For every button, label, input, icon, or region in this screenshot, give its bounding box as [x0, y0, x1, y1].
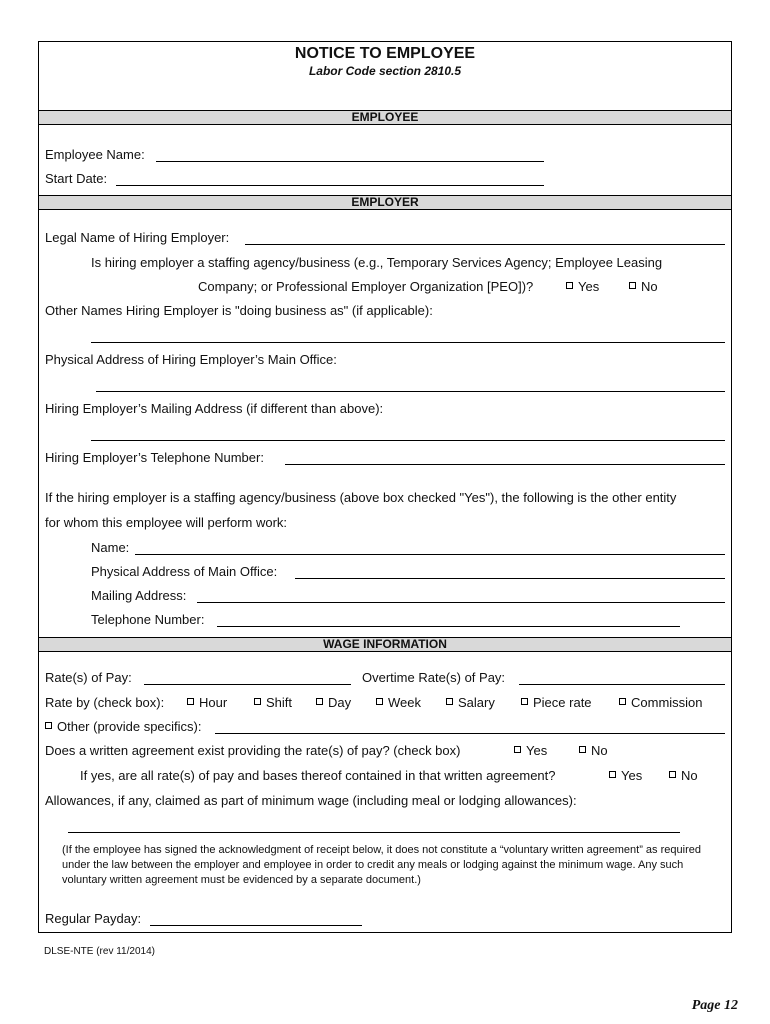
rate-option-piece-rate[interactable]: Piece rate: [521, 695, 592, 711]
other-entity-text-line2: for whom this employee will perform work:: [45, 515, 288, 530]
regular-payday-label: Regular Payday:: [45, 911, 142, 926]
other-specifics-field[interactable]: [215, 733, 725, 734]
allowances-label: Allowances, if any, claimed as part of minimum wage (including meal or lodging allowances):: [45, 793, 577, 808]
voluntary-agreement-note: (If the employee has signed the acknowledgment of receipt below, it does not constitute a “voluntary written agreement” as required under the law between the employer and employee in order to credit any meals or lodging against the minimum wage. Any such voluntary written agreement must be evidenced by a separate document.): [62, 844, 701, 886]
overtime-rate-field[interactable]: [519, 684, 725, 685]
rate-option-salary[interactable]: Salary: [446, 695, 495, 711]
checkbox[interactable]: [376, 698, 383, 705]
entity-mailing-field[interactable]: [197, 602, 725, 603]
checkbox[interactable]: [187, 698, 194, 705]
mailing-address-label: Hiring Employer’s Mailing Address (if different than above):: [45, 401, 384, 416]
rate-option-day[interactable]: Day: [316, 695, 351, 711]
section-wage-header: WAGE INFORMATION: [39, 637, 731, 652]
form-revision: DLSE-NTE (rev 11/2014): [44, 946, 155, 957]
staffing-question-line1: Is hiring employer a staffing agency/business (e.g., Temporary Services Agency; Employee Leasing: [91, 255, 663, 270]
page-number: Page 12: [691, 998, 738, 1013]
entity-name-field[interactable]: [135, 554, 725, 555]
checkbox[interactable]: [446, 698, 453, 705]
staffing-yes-option[interactable]: Yes: [566, 279, 599, 295]
physical-address-label: Physical Address of Hiring Employer’s Main Office:: [45, 352, 337, 367]
rate-option-other[interactable]: Other (provide specifics):: [45, 719, 202, 735]
start-date-field[interactable]: [116, 185, 544, 186]
staffing-question-line2: Company; or Professional Employer Organization [PEO])?: [198, 279, 534, 294]
form-subtitle: Labor Code section 2810.5: [308, 64, 462, 78]
agreement-no-option[interactable]: No: [579, 743, 608, 759]
allowances-field[interactable]: [68, 832, 680, 833]
agreement-question: Does a written agreement exist providing the rate(s) of pay? (check box): [45, 743, 461, 758]
physical-address-field[interactable]: [96, 391, 725, 392]
telephone-label: Hiring Employer’s Telephone Number:: [45, 450, 264, 465]
telephone-field[interactable]: [285, 464, 725, 465]
form-title: NOTICE TO EMPLOYEE: [294, 45, 476, 62]
checkbox[interactable]: [514, 746, 521, 753]
other-entity-text-line1: If the hiring employer is a staffing agency/business (above box checked "Yes"), the following is the other entity: [45, 490, 677, 505]
checkbox[interactable]: [566, 282, 573, 289]
rate-of-pay-label: Rate(s) of Pay:: [45, 670, 132, 685]
checkbox[interactable]: [579, 746, 586, 753]
contained-yes-option[interactable]: Yes: [609, 768, 642, 784]
entity-physical-field[interactable]: [295, 578, 725, 579]
rate-option-shift[interactable]: Shift: [254, 695, 292, 711]
checkbox[interactable]: [316, 698, 323, 705]
staffing-no-option[interactable]: No: [629, 279, 658, 295]
rate-option-commission[interactable]: Commission: [619, 695, 703, 711]
entity-phone-label: Telephone Number:: [91, 612, 205, 627]
legal-name-field[interactable]: [245, 244, 725, 245]
mailing-address-field[interactable]: [91, 440, 725, 441]
checkbox[interactable]: [254, 698, 261, 705]
checkbox[interactable]: [669, 771, 676, 778]
checkbox[interactable]: [629, 282, 636, 289]
dba-label: Other Names Hiring Employer is "doing business as" (if applicable):: [45, 303, 433, 318]
agreement-yes-option[interactable]: Yes: [514, 743, 547, 759]
rate-of-pay-field[interactable]: [144, 684, 351, 685]
checkbox[interactable]: [521, 698, 528, 705]
entity-name-label: Name:: [91, 540, 130, 555]
section-employee-header: EMPLOYEE: [39, 110, 731, 125]
start-date-label: Start Date:: [45, 171, 108, 186]
entity-physical-label: Physical Address of Main Office:: [91, 564, 278, 579]
section-employer-header: EMPLOYER: [39, 195, 731, 210]
checkbox[interactable]: [609, 771, 616, 778]
rate-option-week[interactable]: Week: [376, 695, 421, 711]
employee-name-label: Employee Name:: [45, 147, 145, 162]
dba-field[interactable]: [91, 342, 725, 343]
employee-name-field[interactable]: [156, 161, 544, 162]
entity-phone-field[interactable]: [217, 626, 680, 627]
rate-option-hour[interactable]: Hour: [187, 695, 227, 711]
regular-payday-field[interactable]: [150, 925, 362, 926]
agreement-contained-question: If yes, are all rate(s) of pay and bases thereof contained in that written agreement?: [80, 768, 556, 783]
rate-by-label: Rate by (check box):: [45, 695, 165, 710]
overtime-rate-label: Overtime Rate(s) of Pay:: [362, 670, 506, 685]
legal-name-label: Legal Name of Hiring Employer:: [45, 230, 230, 245]
checkbox[interactable]: [45, 722, 52, 729]
checkbox[interactable]: [619, 698, 626, 705]
entity-mailing-label: Mailing Address:: [91, 588, 187, 603]
notice-form: [38, 41, 732, 933]
contained-no-option[interactable]: No: [669, 768, 698, 784]
